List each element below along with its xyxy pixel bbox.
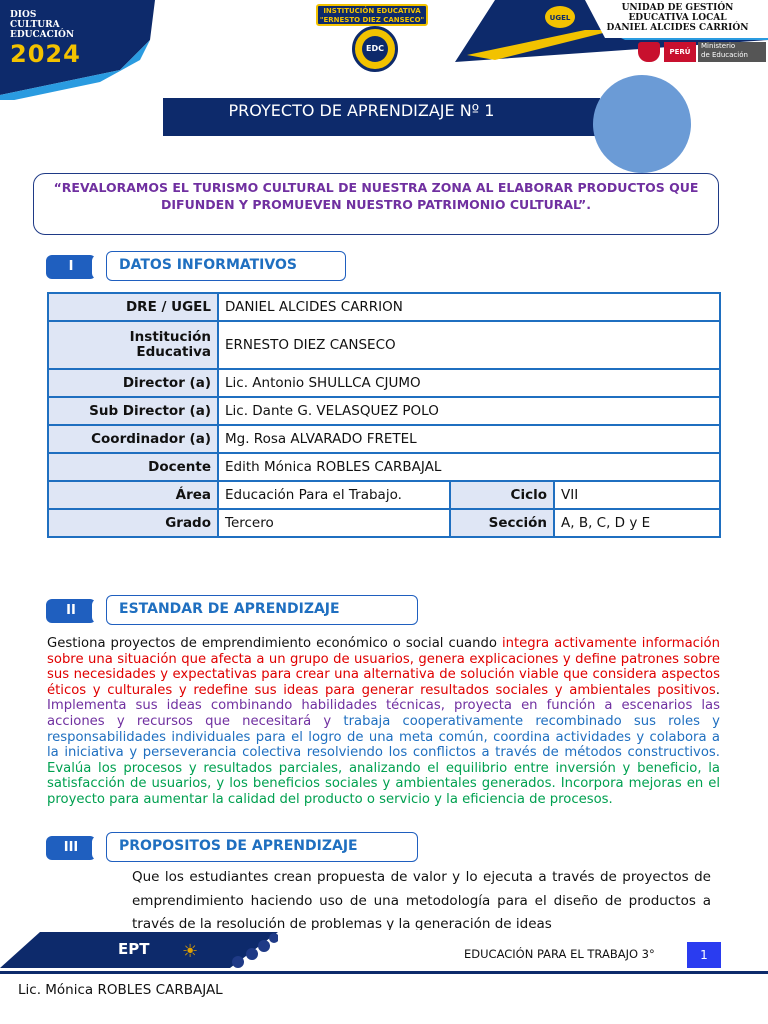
- section-heading-propositos: [46, 832, 418, 862]
- grade-label: Grado: [48, 509, 218, 537]
- teacher-label: Docente: [48, 453, 218, 481]
- header-year: 2024: [10, 40, 81, 68]
- info-table: [47, 292, 721, 538]
- footer-author: Lic. Mónica ROBLES CARBAJAL: [18, 982, 223, 998]
- shield-icon: [638, 42, 660, 62]
- table-row: [48, 321, 720, 369]
- lightbulb-icon: ☀: [182, 941, 199, 962]
- section-heading-estandar: [46, 595, 418, 625]
- section-value: A, B, C, D y E: [554, 509, 720, 537]
- table-row: [48, 481, 720, 509]
- section-tab-notch: [92, 255, 104, 279]
- standard-blue: trabaja cooperativamente recombinado sus roles y responsabilidades individuales para el logro de una meta común, coordina actividades y colabora a la iniciativa y perseverancia colectiva resolviendo los conflictos a través de métodos constructivos.: [47, 713, 720, 761]
- dre-value: DANIEL ALCIDES CARRION: [218, 293, 720, 321]
- project-quote: “REVALORAMOS EL TURISMO CULTURAL DE NUESTRA ZONA AL ELABORAR PRODUCTOS QUE DIFUNDEN Y PROMUEVEN NUESTRO PATRIMONIO CULTURAL”.: [33, 173, 719, 235]
- school-logo-banner: INSTITUCIÓN EDUCATIVA "ERNESTO DIEZ CANSECO": [316, 4, 428, 26]
- standard-intro: Gestiona proyectos de emprendimiento económico o social cuando: [47, 636, 502, 651]
- section-title: DATOS INFORMATIVOS: [106, 251, 346, 281]
- header-motto: DIOS CULTURA EDUCACIÓN: [10, 10, 75, 40]
- standard-red: integra activamente información sobre una situación que afecta a un grupo de usuarios, genera explicaciones y define patrones sobre sus necesidades y expectativas para crear una alternativa de solución viable que considera aspectos éticos y culturales y redefine sus ideas para generar resultados sociales y ambientales positivos: [47, 636, 720, 698]
- director-label: Director (a): [48, 369, 218, 397]
- standard-purple: Implementa sus ideas combinando habilidades técnicas, proyecta en función a escenarios las acciones y recursos que necesitará y: [47, 698, 720, 729]
- subdirector-label: Sub Director (a): [48, 397, 218, 425]
- learning-standard-text: [47, 636, 720, 808]
- minedu-country: PERÚ: [664, 42, 696, 62]
- teacher-value: Edith Mónica ROBLES CARBAJAL: [218, 453, 720, 481]
- subdirector-value: Lic. Dante G. VELASQUEZ POLO: [218, 397, 720, 425]
- minedu-logo: [638, 40, 768, 64]
- page-title: PROYECTO DE APRENDIZAJE Nº 1: [163, 98, 600, 136]
- section-title: PROPOSITOS DE APRENDIZAJE: [106, 832, 418, 862]
- school-logo-initials: EDC: [362, 36, 388, 62]
- grade-value: Tercero: [218, 509, 450, 537]
- institution-value: ERNESTO DIEZ CANSECO: [218, 321, 720, 369]
- section-label: Sección: [450, 509, 554, 537]
- table-row: [48, 425, 720, 453]
- section-number: II: [46, 599, 96, 623]
- section-heading-datos: [46, 251, 346, 281]
- section-tab-notch: [92, 836, 104, 860]
- footer-course: EDUCACIÓN PARA EL TRABAJO 3°: [464, 947, 655, 961]
- cycle-value: VII: [554, 481, 720, 509]
- dre-label: DRE / UGEL: [48, 293, 218, 321]
- section-title: ESTANDAR DE APRENDIZAJE: [106, 595, 418, 625]
- section-number: III: [46, 836, 96, 860]
- standard-dot: .: [715, 682, 720, 698]
- section-number: I: [46, 255, 96, 279]
- ugel-title: UNIDAD DE GESTIÓN EDUCATIVA LOCAL DANIEL ALCIDES CARRIÓN: [606, 3, 749, 33]
- footer-divider: [0, 971, 768, 974]
- school-logo-emblem: [352, 26, 398, 72]
- standard-green: Evalúa los procesos y resultados parciales, analizando el equilibrio entre inversión y beneficio, la satisfacción de usuarios, y los beneficios sociales y ambientales generados. Incorpora mejoras en el proyecto para aumentar la calidad del producto o servicio y la eficiencia de procesos.: [47, 760, 720, 807]
- director-value: Lic. Antonio SHULLCA CJUMO: [218, 369, 720, 397]
- page-number: 1: [687, 942, 721, 968]
- section-tab-notch: [92, 599, 104, 623]
- area-label: Área: [48, 481, 218, 509]
- school-logo: [312, 4, 432, 74]
- table-row: [48, 397, 720, 425]
- institution-label: Institución Educativa: [48, 321, 218, 369]
- cycle-label: Ciclo: [450, 481, 554, 509]
- table-row: [48, 293, 720, 321]
- table-row: [48, 369, 720, 397]
- footer-ept-label: EPT: [118, 940, 150, 958]
- coordinator-label: Coordinador (a): [48, 425, 218, 453]
- coordinator-value: Mg. Rosa ALVARADO FRETEL: [218, 425, 720, 453]
- table-row: [48, 453, 720, 481]
- area-value: Educación Para el Trabajo.: [218, 481, 450, 509]
- minedu-label: Ministerio de Educación: [698, 42, 766, 62]
- table-row: [48, 509, 720, 537]
- ugel-logo: UGEL: [543, 4, 577, 30]
- decorative-circle: [593, 75, 691, 173]
- purpose-text: Que los estudiantes crean propuesta de valor y lo ejecuta a través de proyectos de emprendimiento haciendo uso de una metodología para el diseño de productos a través de la resolución de problemas y la generación de ideas: [132, 869, 711, 930]
